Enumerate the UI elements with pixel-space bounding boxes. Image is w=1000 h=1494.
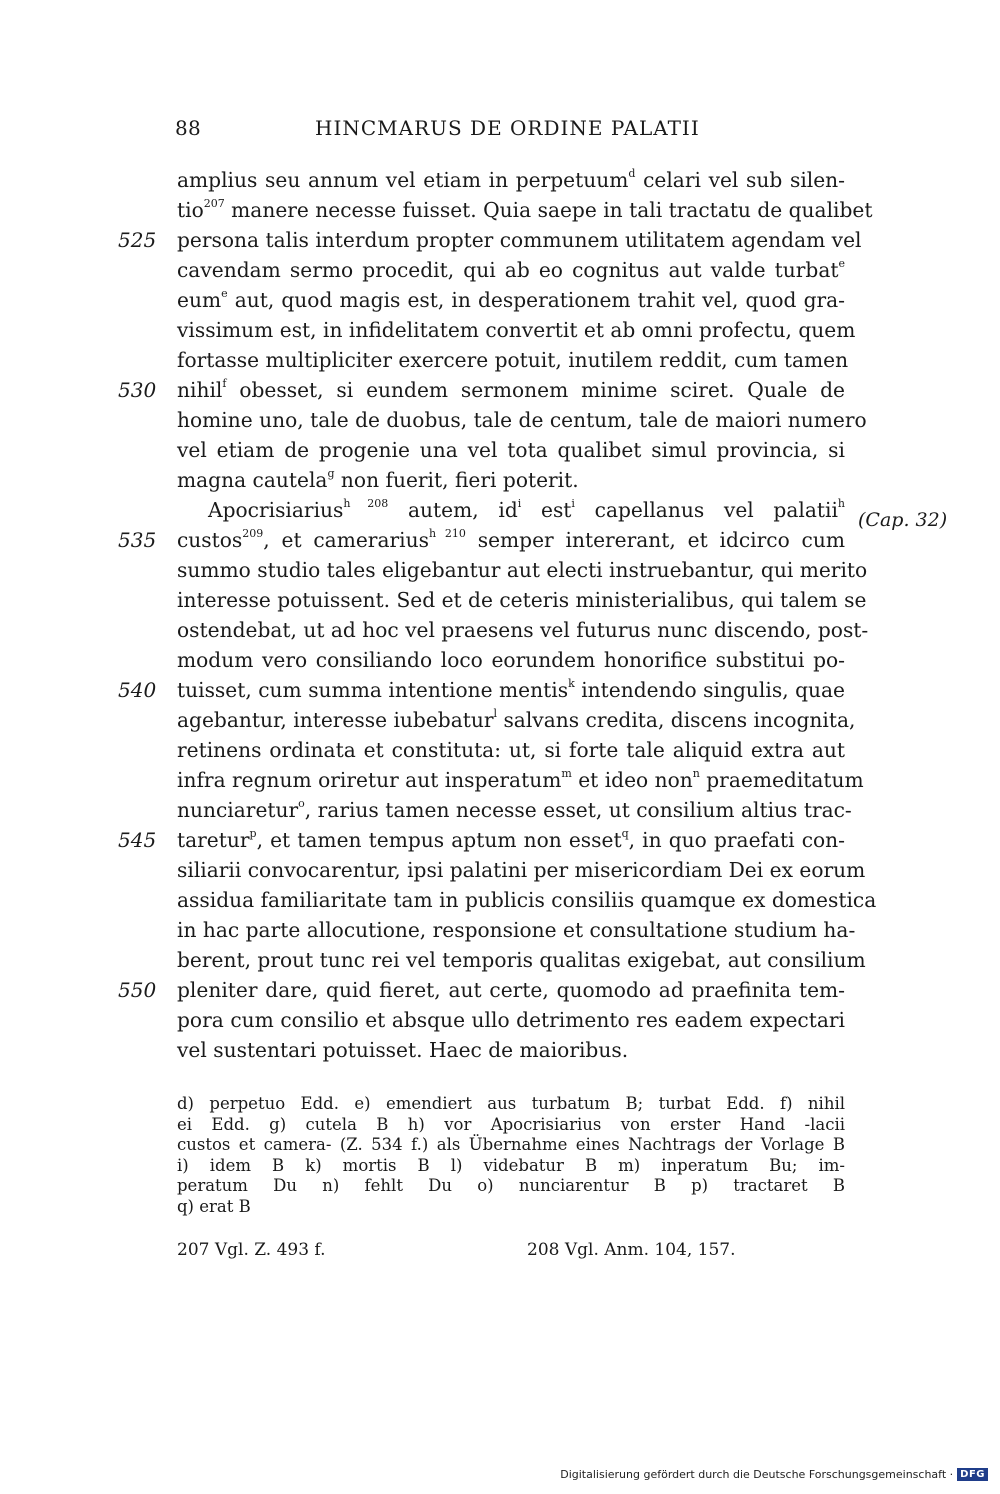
text-segment: semper intererant, et idcirco cum [465,528,845,552]
text-segment: aut, quod magis est, in desperationem trahit vel, quod gra- [227,288,845,312]
text-segment: vel etiam de progenie una vel tota qualibet simul provincia, si [177,438,845,462]
footnote-marker: e [221,287,228,301]
footnote-marker: 209 [242,527,264,541]
text-line [177,285,845,315]
text-segment: assidua familiaritate tam in publicis consiliis quamque ex domestica [177,888,877,912]
footnote-marker: i [571,497,575,511]
text-segment: ostendebat, ut ad hoc vel praesens vel futurus nunc discendo, post- [177,618,869,642]
footnote-marker: i [517,497,522,511]
line-number: 525 [118,228,157,252]
text-line [177,165,845,195]
text-line [177,675,845,705]
text-segment: intendendo singulis, quae [574,678,845,702]
text-line [177,195,873,225]
footnote-marker: p [249,827,257,841]
text-segment: fortasse multipliciter exercere potuit, inutilem reddit, cum tamen [177,348,849,372]
apparatus-line: d) perpetuo Edd. e) emendiert aus turbatum B; turbat Edd. f) nihil [177,1094,845,1113]
text-segment: nunciaretur [177,798,299,822]
text-segment: summo studio tales eligebantur aut electi instruebantur, qui merito [177,558,868,582]
text-line [177,855,866,885]
text-segment: cavendam sermo procedit, qui ab eo cognitus aut valde turbat [177,258,839,282]
apparatus-line: i) idem B k) mortis B l) videbatur B m) inperatum Bu; im- [177,1155,845,1175]
footnote-marker: h [837,497,846,511]
line-number: 540 [118,678,157,702]
text-line [177,555,868,585]
text-segment: obesset, si eundem sermonem minime sciret. Quale de [226,378,845,402]
text-segment: capellanus vel palatii [574,498,838,522]
text-segment: berent, prout tunc rei vel temporis qualitas exigebat, aut consilium [177,948,866,972]
text-line [177,375,845,405]
text-segment: homine uno, tale de duobus, tale de centum, tale de maiori numero [177,408,867,432]
text-line [177,945,866,975]
dfg-credit: Digitalisierung gefördert durch die Deutsche Forschungsgemeinschaft · [560,1468,954,1481]
text-segment: celari vel sub silen- [635,168,846,192]
apparatus-line: ei Edd. g) cutela B h) vor Apocrisiarius von erster Hand -lacii [177,1114,845,1134]
apparatus-line: peratum Du n) fehlt Du o) nunciarentur B p) tractaret B [177,1176,845,1195]
footnote-marker: e [838,257,845,271]
reference-208: 208 Vgl. Anm. 104, 157. [527,1240,736,1260]
text-line [177,645,845,675]
text-segment: retinens ordinata et constituta: ut, si forte tale aliquid extra aut [177,738,845,762]
text-line [177,465,845,495]
text-line [177,345,849,375]
text-segment: persona talis interdum propter communem utilitatem agendam vel [177,228,862,252]
text-line [177,885,877,915]
text-segment: non fuerit, fieri poterit. [334,468,579,492]
text-segment: amplius seu annum vel etiam in perpetuum [177,168,629,192]
footnote-marker: f [222,377,227,391]
text-segment: infra regnum oriretur aut insperatum [177,768,562,792]
text-line [177,615,869,645]
text-segment: salvans credita, discens incognita, [497,708,856,732]
text-line [177,405,867,435]
text-line [208,495,845,525]
text-line [177,765,864,795]
footnote-marker: h 208 [343,497,389,511]
apparatus-line: q) erat B [177,1196,251,1216]
chapter-margin-note: (Cap. 32) [858,509,948,531]
footnote-marker: g [327,467,335,481]
text-segment: , in quo praefati con- [628,828,845,852]
text-line [177,1005,845,1035]
text-segment: , rarius tamen necesse esset, ut consilium altius trac- [304,798,852,822]
text-segment: agebantur, interesse iubebatur [177,708,494,732]
text-line [177,975,845,1005]
text-segment: interesse potuissent. Sed et de ceteris ministerialibus, qui talem se [177,588,867,612]
text-segment: vel sustentari potuisset. Haec de maioribus. [177,1038,629,1062]
text-segment: magna cautela [177,468,328,492]
text-segment: in hac parte allocutione, responsione et consultatione studium ha- [177,918,856,942]
text-segment: nihil [177,378,223,402]
text-line [177,825,845,855]
page-number: 88 [175,116,202,140]
line-number: 550 [118,978,157,1002]
dfg-logo: DFG [957,1468,988,1481]
text-segment: siliarii convocarentur, ipsi palatini per misericordiam Dei ex eorum [177,858,866,882]
text-line [177,315,856,345]
text-segment: pora cum consilio et absque ullo detrimento res eadem expectari [177,1008,845,1032]
line-number: 530 [118,378,157,402]
text-segment: autem, id [388,498,518,522]
text-line [177,1035,845,1065]
text-segment: modum vero consiliando loco eorundem honorifice substitui po- [177,648,845,672]
text-segment: vissimum est, in infidelitatem convertit et ab omni profectu, quem [177,318,856,342]
text-segment: est [521,498,572,522]
text-segment: pleniter dare, quid fieret, aut certe, quomodo ad praefinita tem- [177,978,845,1002]
footnote-marker: q [621,827,629,841]
footnote-marker: d [628,167,636,181]
line-number: 545 [118,828,157,852]
text-line [177,255,845,285]
text-line [177,435,845,465]
line-number: 535 [118,528,157,552]
text-line [177,795,852,825]
text-segment: eum [177,288,222,312]
text-segment: manere necesse fuisset. Quia saepe in tali tractatu de qualibet [224,198,873,222]
footnote-marker: k [568,677,575,691]
footnote-marker: l [493,707,498,721]
footnote-marker: h 210 [428,527,466,541]
running-title: HINCMARUS DE ORDINE PALATII [315,116,700,140]
footnote-marker: n [692,767,700,781]
text-line [177,735,845,765]
text-line [177,525,845,555]
text-segment: et ideo non [571,768,693,792]
text-line [177,705,856,735]
digitization-footer [560,1468,988,1481]
apparatus-line: custos et camera- (Z. 534 f.) als Übernahme eines Nachtrags der Vorlage B [177,1135,845,1154]
text-line [177,225,862,255]
text-line [177,585,867,615]
text-segment: custos [177,528,243,552]
footnote-marker: o [298,797,305,811]
text-segment: taretur [177,828,250,852]
footnote-marker: m [561,767,572,781]
text-segment: , et tamen tempus aptum non esset [256,828,622,852]
text-segment: praemeditatum [699,768,864,792]
text-line [177,915,856,945]
text-segment: , et camerarius [263,528,429,552]
reference-207: 207 Vgl. Z. 493 f. [177,1240,326,1260]
text-segment: tio [177,198,204,222]
text-segment: Apocrisiarius [208,498,344,522]
text-segment: tuisset, cum summa intentione mentis [177,678,569,702]
footnote-marker: 207 [203,197,225,211]
